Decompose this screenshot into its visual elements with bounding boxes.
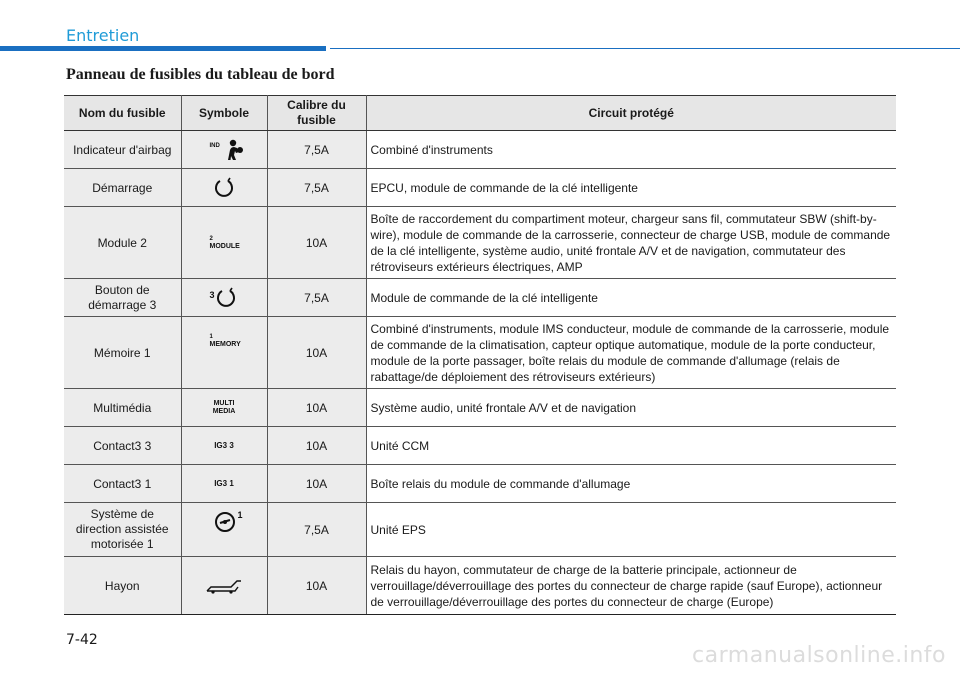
fuse-circuit: Module de commande de la clé intelligente: [366, 279, 896, 317]
ignition-icon: [186, 480, 263, 488]
symbol-cell: [181, 207, 267, 279]
airbag-person-icon: [220, 138, 246, 162]
fuse-table: [64, 95, 896, 615]
symbol-cell: [181, 427, 267, 465]
fuse-name: Démarrage: [64, 169, 181, 207]
symbol-index: 1: [237, 510, 243, 520]
symbol-cell: [181, 131, 267, 169]
start-button-icon: [186, 177, 263, 199]
multimedia-icon: [186, 400, 263, 416]
tailgate-icon: [186, 577, 263, 595]
symbol-line1: MULTI: [213, 399, 235, 407]
fuse-circuit: Unité EPS: [366, 503, 896, 557]
tailgate-car-shape: [205, 577, 243, 595]
fuse-rating: 10A: [267, 317, 366, 389]
column-header-rating: [267, 96, 366, 131]
watermark: carmanualsonline.info: [692, 643, 946, 668]
airbag-indicator-icon: [186, 138, 263, 162]
symbol-index: 1: [209, 334, 213, 340]
symbol-line2: MEDIA: [212, 407, 236, 415]
symbol-cell: [181, 389, 267, 427]
section-title: Entretien: [66, 26, 140, 45]
multimedia-symbol-label: [213, 400, 236, 416]
symbol-cell: [181, 317, 267, 389]
table-row: [64, 131, 896, 169]
fuse-circuit: EPCU, module de commande de la clé intelligente: [366, 169, 896, 207]
fuse-rating: 10A: [267, 427, 366, 465]
symbol-text: IND: [209, 142, 220, 149]
header-rule-thin: [330, 48, 960, 49]
fuse-name: Multimédia: [64, 389, 181, 427]
fuse-name: Hayon: [64, 557, 181, 615]
table-row: [64, 427, 896, 465]
symbol-cell: [181, 557, 267, 615]
fuse-circuit: Boîte de raccordement du compartiment moteur, chargeur sans fil, commutateur SBW (shift-by-wire), module de commande de la carrosserie, connecteur de charge USB, module de commande de la clé intelligente, système audio, unité frontale A/V et de navigation, commutateur des rétroviseurs extérieurs électriques, AMP: [366, 207, 896, 279]
fuse-name: Contact3 3: [64, 427, 181, 465]
fuse-name: Module 2: [64, 207, 181, 279]
page-heading: Panneau de fusibles du tableau de bord: [66, 66, 335, 83]
fuse-circuit: Unité CCM: [366, 427, 896, 465]
ignition-icon: [186, 442, 263, 450]
module-symbol-label: [210, 235, 240, 251]
fuse-name: Indicateur d'airbag: [64, 131, 181, 169]
column-header-circuit: Circuit protégé: [366, 96, 896, 131]
fuse-circuit: Combiné d'instruments, module IMS conducteur, module de commande de la carrosserie, module de commande de la climatisation, capteur optique automatique, module de la porte conducteur, module de la porte passager, boîte relais du module de commande d'allumage (relais de rabattage/de déploiement des rétroviseurs extérieurs): [366, 317, 896, 389]
memory-symbol-label: [210, 333, 241, 349]
table-row: [64, 207, 896, 279]
column-header-fuse-name: Nom du fusible: [64, 96, 181, 131]
fuse-rating: 7,5A: [267, 503, 366, 557]
fuse-circuit: Combiné d'instruments: [366, 131, 896, 169]
table-row: [64, 465, 896, 503]
symbol-cell: [181, 169, 267, 207]
symbol-cell: [181, 279, 267, 317]
symbol-text: MODULE: [209, 242, 240, 250]
table-row: [64, 557, 896, 615]
column-header-symbol: Symbole: [181, 96, 267, 131]
steering-wheel-icon: [186, 511, 263, 533]
start-arrow-icon: [213, 177, 235, 199]
fuse-name: Mémoire 1: [64, 317, 181, 389]
symbol-index: 3: [209, 289, 215, 300]
fuse-circuit: Boîte relais du module de commande d'allumage: [366, 465, 896, 503]
table-row: [64, 389, 896, 427]
table-row: [64, 279, 896, 317]
symbol-text: IG3 3: [214, 440, 234, 450]
fuse-rating: 10A: [267, 389, 366, 427]
fuse-name: Contact3 1: [64, 465, 181, 503]
module-icon: [186, 235, 263, 251]
fuse-circuit: Relais du hayon, commutateur de charge de la batterie principale, actionneur de verrouillage/déverrouillage des portes du connecteur de charge rapide (sauf Europe), actionneur de verrouillage/déverrouillage des portes du connecteur de charge (Europe): [366, 557, 896, 615]
table-header-row: [64, 96, 896, 131]
start-button-icon: [186, 287, 263, 309]
header-rule-thick: [0, 46, 326, 51]
page-number: 7-42: [66, 632, 98, 648]
symbol-text: IG3 1: [214, 478, 234, 488]
fuse-rating: 7,5A: [267, 131, 366, 169]
table-row: [64, 317, 896, 389]
fuse-rating: 10A: [267, 465, 366, 503]
fuse-circuit: Système audio, unité frontale A/V et de navigation: [366, 389, 896, 427]
fuse-rating: 10A: [267, 207, 366, 279]
fuse-rating: 7,5A: [267, 279, 366, 317]
fuse-rating: 7,5A: [267, 169, 366, 207]
fuse-name: Bouton de démarrage 3: [64, 279, 181, 317]
symbol-index: 2: [209, 235, 213, 242]
table-row: [64, 169, 896, 207]
steering-wheel-shape: [214, 511, 236, 533]
memory-icon: [186, 333, 263, 350]
fuse-name: Système de direction assistée motorisée 1: [64, 503, 181, 557]
symbol-cell: [181, 465, 267, 503]
start-arrow-icon: [215, 287, 237, 309]
fuse-rating: 10A: [267, 557, 366, 615]
symbol-cell: [181, 503, 267, 557]
column-header-rating-label: Calibre du fusible: [287, 98, 346, 127]
symbol-text: MEMORY: [209, 341, 241, 348]
table-row: [64, 503, 896, 557]
